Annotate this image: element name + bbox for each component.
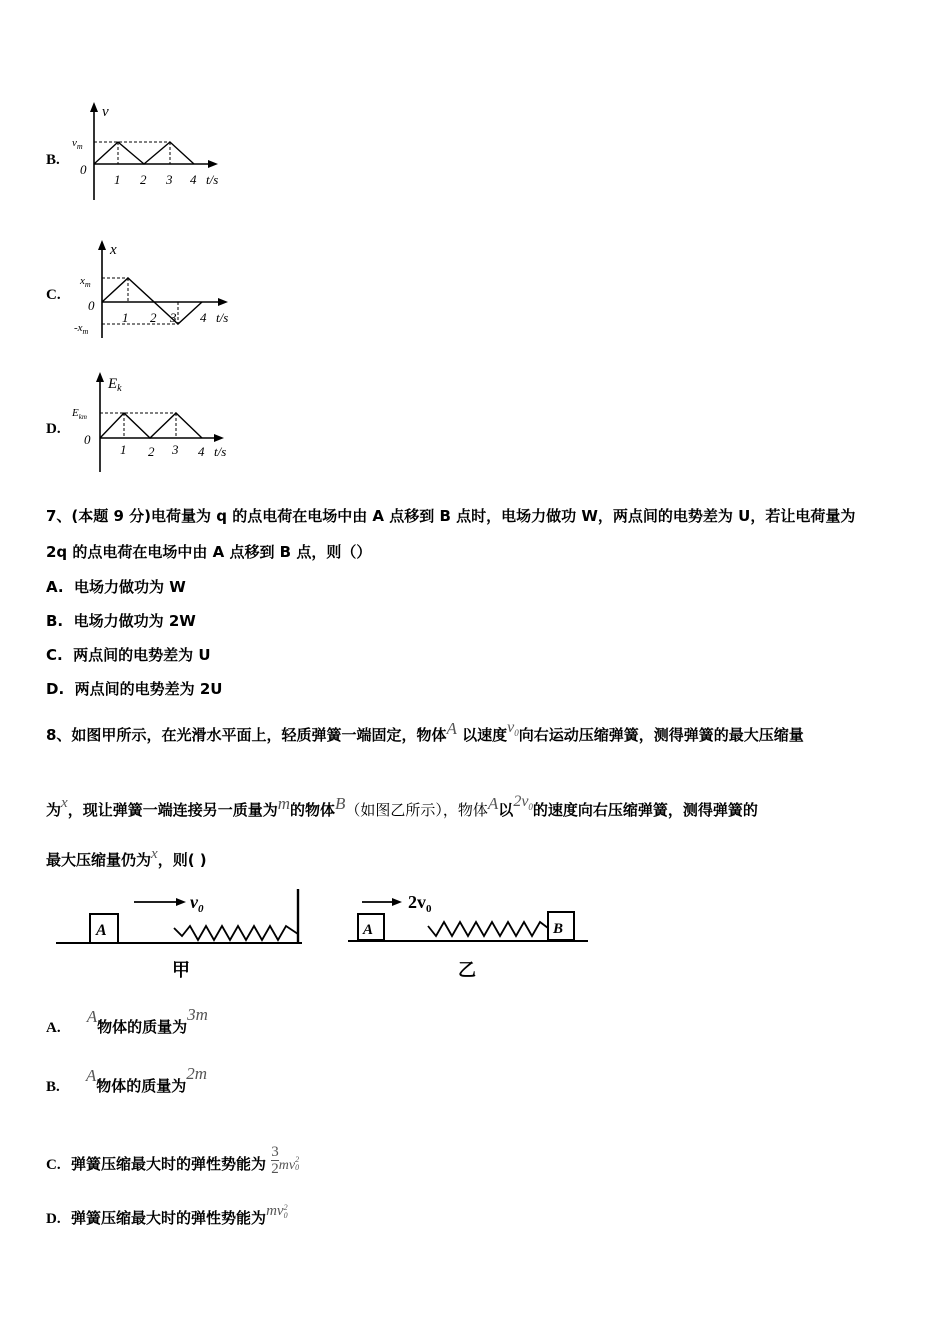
negative-peak-label: $-x_m$ (74, 322, 89, 336)
origin-label: 0 (84, 432, 91, 447)
fraction: $\frac{3}{2}$ (271, 1144, 279, 1177)
math-expression: 3m (187, 1005, 208, 1024)
option-text: 两点间的电势差为 2U (74, 680, 223, 698)
option-letter: A. (46, 578, 64, 596)
q7-option-d[interactable] (46, 678, 222, 699)
option-text: 电场力做功为 W (74, 578, 186, 596)
graph-kinetic-energy-time (66, 370, 246, 480)
y-axis-arrow (90, 102, 98, 112)
option-letter: D. (46, 1211, 61, 1227)
y-axis-label: x (110, 242, 117, 258)
option-text: 弹簧压缩最大时的弹性势能为 (71, 1209, 267, 1227)
tick-label: 2 (150, 310, 157, 325)
figure-jia-spring-fixed (54, 884, 314, 984)
option-letter-c-graph: C. (46, 287, 61, 303)
tick-label: 3 (170, 310, 177, 325)
origin-label: 0 (88, 298, 95, 313)
tick-label: 4 (190, 172, 197, 187)
math-expression: mv 2 0 (266, 1202, 288, 1220)
x-axis-arrow (218, 298, 228, 306)
time-axis-label: t/s (214, 444, 227, 459)
math-symbol: A (86, 1007, 98, 1026)
time-axis-label: t/s (216, 310, 229, 325)
q8-stem-line3: 最大压缩量仍为x，则( ) (46, 846, 207, 869)
spring (428, 922, 548, 936)
y-axis-label: $E_k$ (108, 376, 122, 394)
origin-label: 0 (80, 162, 87, 177)
q7-option-b[interactable] (46, 610, 196, 631)
velocity-curve (94, 142, 194, 164)
figure-caption-yi: 乙 (458, 960, 476, 981)
option-letter-b-graph: B. (46, 152, 60, 168)
x-axis-arrow (208, 160, 218, 168)
y-axis-label: v (102, 104, 109, 120)
q7-stem-line1: 7、(本题 9 分)电荷量为 q 的点电荷在电场中由 A 点移到 B 点时，电场力做功 W，两点间的电势差为 U，若让电荷量为 (46, 507, 856, 525)
q7-option-c[interactable] (46, 644, 211, 665)
math-symbol: A (85, 1066, 97, 1085)
option-letter: B. (46, 612, 64, 630)
velocity-label: $2v_0$ (408, 892, 432, 915)
tick-label: 4 (200, 310, 207, 325)
q8-option-b[interactable] (46, 1064, 208, 1096)
figure-caption-jia: 甲 (172, 960, 190, 981)
tick-label: 1 (120, 442, 127, 457)
option-text: 两点间的电势差为 U (73, 646, 211, 664)
graph-velocity-time (60, 100, 240, 210)
velocity-label: $v_0$ (190, 892, 204, 915)
figure-yi-spring-block-b (346, 884, 596, 984)
peak-label: $E_{km}$ (72, 407, 87, 421)
q8-option-a[interactable] (46, 1005, 208, 1037)
q7-option-a[interactable] (46, 576, 186, 597)
y-axis-arrow (98, 240, 106, 250)
option-text: 物体的质量为 (97, 1018, 188, 1036)
q8-stem-line1: 8、如图甲所示，在光滑水平面上，轻质弹簧一端固定，物体A 以速度$v_0$向右运动压缩弹簧，测得弹簧的最大压缩量 (46, 719, 804, 744)
option-letter: C. (46, 646, 63, 664)
velocity-arrow-head (176, 898, 186, 906)
option-letter: D. (46, 680, 65, 698)
spring (174, 926, 298, 940)
time-axis-label: t/s (206, 172, 219, 187)
tick-label: 4 (198, 444, 205, 459)
tick-label: 2 (148, 444, 155, 459)
math-expression: 2m (186, 1064, 208, 1083)
math-expression: mv 2 0 (278, 1154, 300, 1173)
peak-label: $v_m$ (72, 137, 83, 151)
energy-curve (100, 413, 202, 438)
option-text: 弹簧压缩最大时的弹性势能为 (71, 1155, 267, 1173)
x-axis-arrow (214, 434, 224, 442)
option-text: 物体的质量为 (96, 1077, 187, 1095)
tick-label: 3 (172, 442, 179, 457)
q8-option-c[interactable] (46, 1144, 300, 1181)
block-b-label: B (553, 921, 564, 937)
tick-label: 1 (122, 310, 129, 325)
option-letter: A. (46, 1020, 61, 1036)
y-axis-arrow (96, 372, 104, 382)
option-letter-d-graph: D. (46, 421, 61, 437)
graph-displacement-time (70, 238, 250, 348)
q7-stem-line2: 2q 的点电荷在电场中由 A 点移到 B 点，则（） (46, 543, 372, 561)
tick-label: 3 (166, 172, 173, 187)
block-a-label: A (96, 922, 107, 939)
option-letter: B. (46, 1079, 60, 1095)
q8-stem-line2: 为x，现让弹簧一端连接另一质量为m的物体B（如图乙所示），物体A以$2v_0$的速度向右压缩弹簧，测得弹簧的 (46, 793, 758, 819)
peak-label: $x_m$ (80, 275, 91, 289)
tick-label: 1 (114, 172, 121, 187)
option-letter: C. (46, 1157, 61, 1173)
option-text: 电场力做功为 2W (73, 612, 196, 630)
tick-label: 2 (140, 172, 147, 187)
block-a-label: A (363, 922, 374, 938)
q8-option-d[interactable] (46, 1202, 288, 1228)
velocity-arrow-head (392, 898, 402, 906)
